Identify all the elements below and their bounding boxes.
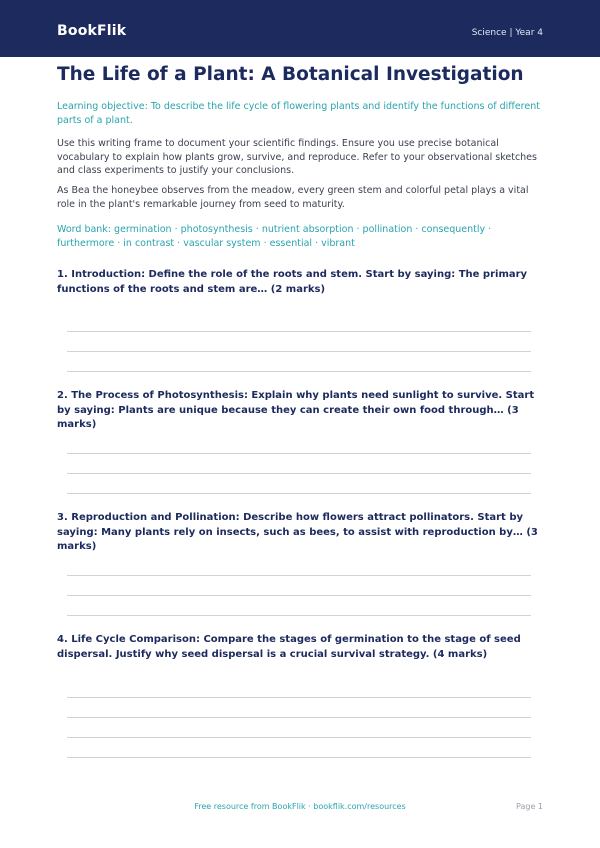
answer-line[interactable] <box>67 493 531 494</box>
answer-line[interactable] <box>67 331 531 332</box>
question-3: 3. Reproduction and Pollination: Describe how flowers attract pollinators. Start by saying: Many plants rely on insects, such as bees, to assist with reproduction by… (3 marks) <box>57 512 538 552</box>
answer-line[interactable] <box>67 351 531 352</box>
question-4: 4. Life Cycle Comparison: Compare the stages of germination to the stage of seed dispersal. Justify why seed dispersal is a crucial survival strategy. (4 marks) <box>57 634 521 660</box>
answer-line[interactable] <box>67 737 531 738</box>
answer-line[interactable] <box>67 615 531 616</box>
page-header <box>0 0 600 57</box>
answer-line[interactable] <box>67 697 531 698</box>
subject-year-label: Science | Year 4 <box>471 28 543 38</box>
instructions-paragraph: Use this writing frame to document your scientific findings. Ensure you use precise botanical vocabulary to explain how plants grow, survive, and reproduce. Refer to your observational sketches and class experiments to justify your conclusions. <box>57 138 537 176</box>
question-1: 1. Introduction: Define the role of the roots and stem. Start by saying: The primary functions of the roots and stem are… (2 marks) <box>57 269 528 295</box>
answer-line[interactable] <box>67 473 531 474</box>
brand-logo-text: BookFlik <box>57 23 127 39</box>
word-bank: Word bank: germination · photosynthesis · nutrient absorption · pollination · consequently · furthermore · in contrast · vascular system · essential · vibrant <box>57 224 492 249</box>
answer-line[interactable] <box>67 595 531 596</box>
answer-line[interactable] <box>67 717 531 718</box>
worksheet-title: The Life of a Plant: A Botanical Investigation <box>57 64 524 85</box>
question-2: 2. The Process of Photosynthesis: Explain why plants need sunlight to survive. Start by saying: Plants are unique because they can create their own food through… (3 marks) <box>57 390 535 430</box>
answer-line[interactable] <box>67 757 531 758</box>
page-number: Page 1 <box>516 802 543 811</box>
learning-objective: Learning objective: To describe the life cycle of flowering plants and identify the functions of different parts of a plant. <box>57 101 540 126</box>
answer-line[interactable] <box>67 371 531 372</box>
footer-credit: Free resource from BookFlik · bookflik.com/resources <box>194 802 406 811</box>
answer-line[interactable] <box>67 453 531 454</box>
answer-line[interactable] <box>67 575 531 576</box>
context-paragraph: As Bea the honeybee observes from the meadow, every green stem and colorful petal plays a vital role in the plant's remarkable journey from seed to maturity. <box>57 185 529 210</box>
